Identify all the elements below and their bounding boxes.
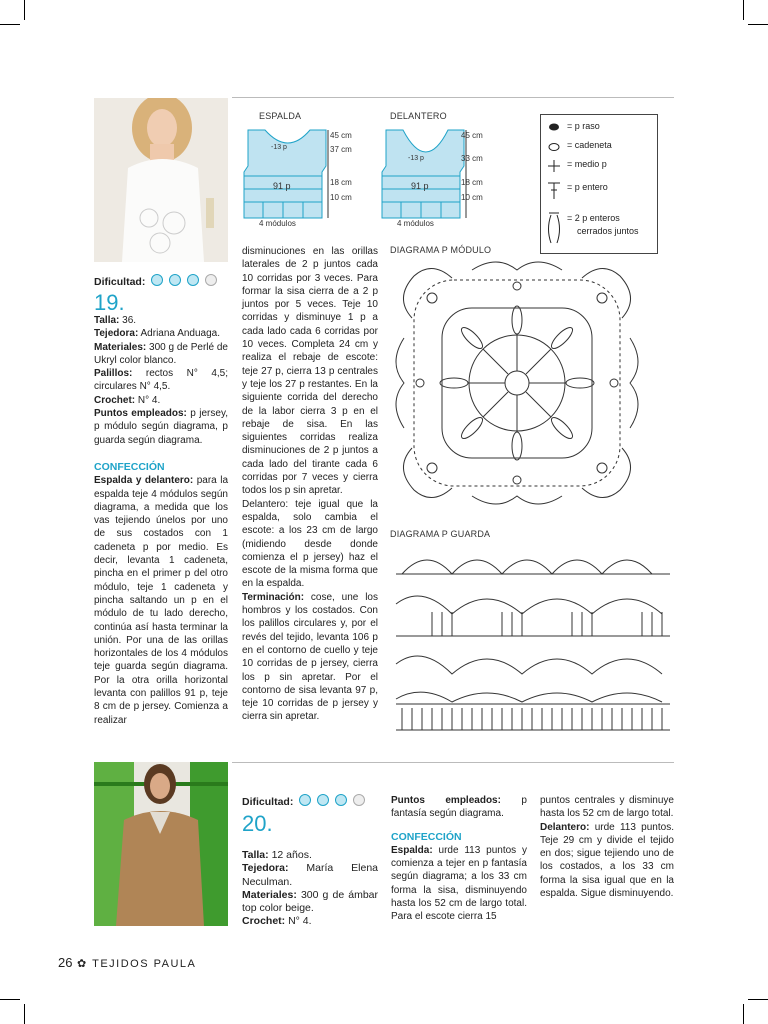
pattern-19-col2: disminuciones en las orillas laterales de 2 p juntos cada 10 corridas por 3 veces. Para formar la sisa cierra de a 2 p juntos por 5 veces. Teje 10 corridas y disminuye 1 p a cada lado cada 6 corridas por 10 veces. Completa 24 cm y realiza el rebaje de escote: teje 27 p, cierra 13 p centrales y teje los 27 p restantes. En la siguiente corrida del derecho de la labor cierra 3 p en el rebaje de sisa. En las siguientes corridas realiza disminuciones de 2 p juntos a cada lado del tirante cada 6 corridas por 7 veces y cierra todos los p sin apretar. Delantero: teje igual que la espalda, solo cambia el escote: a los 23 cm de largo (midiendo desde donde comienza el p jersey) haz el escote de la misma forma que en la espalda. Terminación: cose, une los hombros y los costados. Con los palillos circulares y, por el revés del tejido, levanta 106 p en el contorno de cuello y teje 10 corridas de p jersey, cierra los p sin apretar. Por el contorno de sisa levanta 97 p, teje 10 corridas de p jersey y cierra sin apretar.	[242, 246, 378, 723]
modules-label: 4 módulos	[259, 219, 296, 228]
pattern-20-col2: Puntos empleados: p fantasía según diagrama. CONFECCIÓN Espalda: urde 113 puntos y comienza a tejer en p fantasía según diagrama; a los 33 cm forma la sisa, disminuyendo hasta los 52 cm de largo total. Para el escote cierra 15	[391, 795, 527, 923]
difficulty-19: Dificultad:	[94, 274, 217, 288]
legend-text: = p entero	[567, 182, 608, 192]
modules-label: 4 módulos	[397, 219, 434, 228]
diagram-guarda-label: DIAGRAMA P GUARDA	[390, 529, 491, 539]
dim-label: 37 cm	[330, 145, 352, 154]
mid-rule	[232, 762, 674, 763]
pattern-number-20: 20.	[242, 811, 273, 836]
legend-text: = cadeneta	[567, 140, 612, 150]
width-label: 91 p	[411, 181, 429, 191]
legend-text: = 2 p enteros	[567, 213, 620, 223]
neck-label: -13 p	[271, 144, 287, 151]
espalda-label: ESPALDA	[259, 111, 302, 121]
delantero-label: DELANTERO	[390, 111, 447, 121]
dot-icon	[549, 124, 559, 131]
delantero-schematic	[378, 126, 478, 226]
crop-mark	[743, 1004, 744, 1024]
dim-label: 45 cm	[330, 131, 352, 140]
dim-label: 18 cm	[461, 178, 483, 187]
flower-icon: ✿	[77, 958, 88, 970]
symbol-legend	[540, 114, 658, 254]
page-number: 26	[58, 955, 73, 970]
difficulty-ball-icon	[335, 794, 347, 806]
cross-icon	[548, 160, 560, 172]
oval-icon	[549, 144, 559, 151]
crop-mark	[0, 999, 20, 1000]
model-photo-20	[94, 762, 228, 926]
dim-label: 10 cm	[461, 193, 483, 202]
difficulty-ball-icon	[205, 274, 217, 286]
pattern-20-col1: Talla: 12 años. Tejedora: María Elena Neculman. Materiales: 300 g de ámbar top color beige. Crochet: N° 4.	[242, 849, 378, 928]
width-label: 91 p	[273, 181, 291, 191]
dim-label: 18 cm	[330, 178, 352, 187]
dim-label: 33 cm	[461, 154, 483, 163]
modulo-diagram	[392, 258, 642, 508]
difficulty-ball-icon	[187, 274, 199, 286]
crop-mark	[748, 999, 768, 1000]
dim-label: 10 cm	[330, 193, 352, 202]
difficulty-ball-icon	[299, 794, 311, 806]
neck-label: -13 p	[408, 155, 424, 162]
legend-text: cerrados juntos	[577, 226, 639, 236]
legend-text: = p raso	[567, 121, 600, 131]
pattern-number-19: 19.	[94, 290, 125, 315]
pattern-19-col1: Talla: 36. Tejedora: Adriana Anduaga. Materiales: 300 g de Perlé de Ukryl color blanco. Palillos: rectos N° 4,5; circulares N° 4,5. Crochet: N° 4. Puntos empleados: p jersey, p módulo según diagrama, p guarda según diagrama. CONFECCIÓN Espalda y delantero: para la espalda teje 4 módulos según diagrama, a medida que los vas tejiendo únelos por uno de sus costados con 1 cadeneta p por medio. Es decir, levanta 1 cadeneta, pincha en el primer p del otro módulo, teje 1 cadeneta y pincha saltando un p en el módulo de tu lado derecho, continúa así hasta terminar la unión. Por una de las orillas horizontales de los 4 módulos teje guarda según diagrama. Por la otra orilla horizontal levanta con palillos 91 p, teje 8 cm de p jersey. Comienza a realizar	[94, 315, 229, 726]
crop-mark	[0, 24, 20, 25]
difficulty-ball-icon	[151, 274, 163, 286]
page-footer	[58, 955, 196, 970]
magazine-name: TEJIDOS PAULA	[92, 958, 197, 970]
legend-text: = medio p	[567, 159, 607, 169]
double-t-icon	[549, 213, 560, 243]
difficulty-ball-icon	[169, 274, 181, 286]
crop-mark	[748, 24, 768, 25]
crop-mark	[24, 0, 25, 20]
espalda-schematic	[240, 126, 340, 226]
difficulty-ball-icon	[317, 794, 329, 806]
crop-mark	[24, 1004, 25, 1024]
difficulty-ball-icon	[353, 794, 365, 806]
diagram-modulo-label: DIAGRAMA P MÓDULO	[390, 245, 492, 255]
guarda-diagram	[392, 544, 674, 740]
model-photo-19	[94, 98, 228, 262]
crop-mark	[743, 0, 744, 20]
pattern-20-col3: puntos centrales y disminuye hasta los 52 cm de largo total. Delantero: urde 113 puntos. Teje 29 cm y divide el tejido en dos; sigue tejiendo uno de los costados, a los 33 cm forma la sisa igual que en la espalda. Sigue disminuyendo.	[540, 795, 674, 900]
difficulty-20: Dificultad:	[242, 794, 365, 808]
t-icon	[548, 183, 560, 199]
top-rule	[232, 97, 674, 98]
dim-label: 45 cm	[461, 131, 483, 140]
